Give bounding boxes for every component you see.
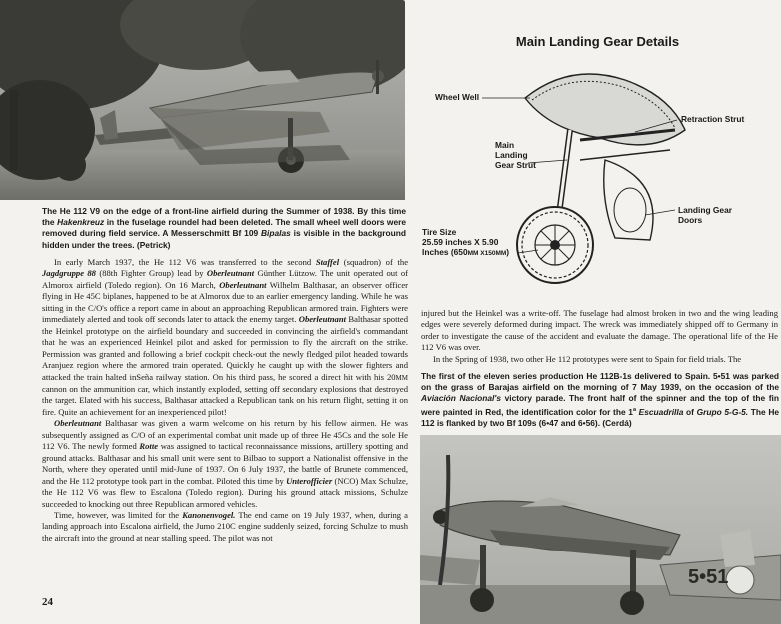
- caption-top: [42, 206, 406, 251]
- label-main-strut: [495, 140, 536, 170]
- page-number: 24: [42, 596, 53, 608]
- paragraph: In early March 1937, the He 112 V6 was transferred to the second Staffel (squadron) of the Jagdgruppe 88 (88th Fighter Group) lead by Oberleutnant Günther Lützow. The unit operated out of Almorox airfield (Toledo region). On 16 March, Oberleutnant Wilhelm Balthasar, an observer officer flying in He 45C biplanes, happened to be at Almorox due to an earlier emergency landing. While he was sitting in the C/O's office a report came in about an approaching Republican armored train. Fighters were immediately alerted and took off seconds later to attack the enemy target. Oberleutnant Balthasar spotted the Heinkel prototype on the airfield boundary and succeeded in convincing the airfield's commandant that he was an experienced Heinkel pilot and asked for permission to fly the aircraft on the strike. Permission was granted and following a brief cockpit check-out the newly fledged pilot headed towards Aranjuez region where the armored train operated. Quickly he caught up with the slower fighters and attacked the train halted inSeña railway station. On his third pass, he scored a direct hit with his 20MM cannon on the ammunition car, which instantly exploded, setting off secondary explosions that destroyed the target. Elated with his success, Balthasar attacked a Republican tank on his return flight, setting it on fire. Quite an achievement for an inexperienced pilot!: [42, 257, 409, 417]
- caption-top-text: in the fuselage roundel had been deleted. The small wheel well doors were removed during field service. A Messerschmitt Bf 109: [42, 217, 407, 239]
- body-column-left: [42, 257, 408, 544]
- label-line: Inches (650MM X150MM): [422, 247, 510, 257]
- label-line: Landing: [495, 150, 528, 160]
- body-column-right: [421, 308, 778, 365]
- aircraft-marking-text: 5•51: [688, 566, 729, 588]
- photo-he112-v9-airfield: [0, 0, 405, 200]
- diagram-title: Main Landing Gear Details: [515, 34, 680, 49]
- caption-top-text: is visible in the background hidden under the trees. (Petrick): [42, 228, 406, 250]
- caption-top-italic: Hakenkreuz: [57, 217, 105, 228]
- label-line: Landing Gear: [678, 205, 732, 215]
- label-line: Gear Strut: [495, 160, 536, 170]
- label-line: Tire Size: [422, 227, 457, 237]
- label-line: Doors: [678, 215, 703, 225]
- landing-gear-diagram: [420, 60, 780, 300]
- caption-bottom: The first of the eleven series production He 112B-1s delivered to Spain. 5•51 was parked on the grass of Barajas airfield on the morning of 7 May 1939, on the occasion of the Aviación Nacional's victory parade. The front half of the spinner and the top of the fin were painted in Red, the identification color for the 1$^a$ Escuadrilla of Grupo 5-G-5. The He 112 is flanked by two Bf 109s (6•47 and 6•56). (Cerdá): [421, 371, 780, 428]
- label-retraction-strut: Retraction Strut: [681, 114, 745, 124]
- caption-top-italic: Bipalas: [261, 228, 291, 239]
- paragraph: Oberleutnant Balthasar was given a warm welcome on his return by his fellow airmen. He was subsequently assigned as C/O of an experimental combat unit made up of three He 45Cs and the sole He 112 V6. The newly formed Rotte was assigned to tactical reconnaissance missions, artillery spotting and ground attacks. Balthasar and his small unit were sent to Bilbao to support a Nationalist offensive in the North, where they operated until mid-June of 1937. On 6 July 1937, the battle of Brunete commenced, and the He 112 prototype took part in the combat. Piloted this time by Unterofficier (NCO) Max Schulze, the He 112 V6 was flew to Escalona (Toledo region). During his ground attack missions, Schulze succeeded to knocking out three Republican armored vehicles.: [42, 418, 408, 509]
- label-line: Main: [495, 140, 515, 150]
- label-tire-size: [422, 227, 509, 259]
- label-line: 25.59 inches X 5.90: [422, 237, 499, 247]
- photo-he112b-barajas: [420, 435, 781, 624]
- label-wheel-well: Wheel Well: [435, 92, 480, 102]
- paragraph: In the Spring of 1938, two other He 112 prototypes were sent to Spain for field trials. The: [433, 353, 742, 364]
- paragraph: Time, however, was limited for the Kanonenvogel. The end came on 19 July 1937, when, during a landing approach into Escalona airfield, the Jumo 210C engine suddenly seized, forcing Schulze to mush the aircraft into the ground at near stalling speed. The pilot was not: [42, 509, 408, 543]
- paragraph: injured but the Heinkel was a write-off. The fuselage had almost broken in two and the wing leading edges were severely deformed during impact. The wreck was immediately shipped off to Germany in order to investigate the cause of the accident and evaluate the damage. The operational life of the He 112 V6 was over.: [421, 308, 778, 353]
- label-landing-gear-doors: [678, 205, 732, 225]
- caption-top-text: The He 112 V9 on the edge of a front-line airfield during the Summer of 1938. By this time the: [42, 206, 406, 228]
